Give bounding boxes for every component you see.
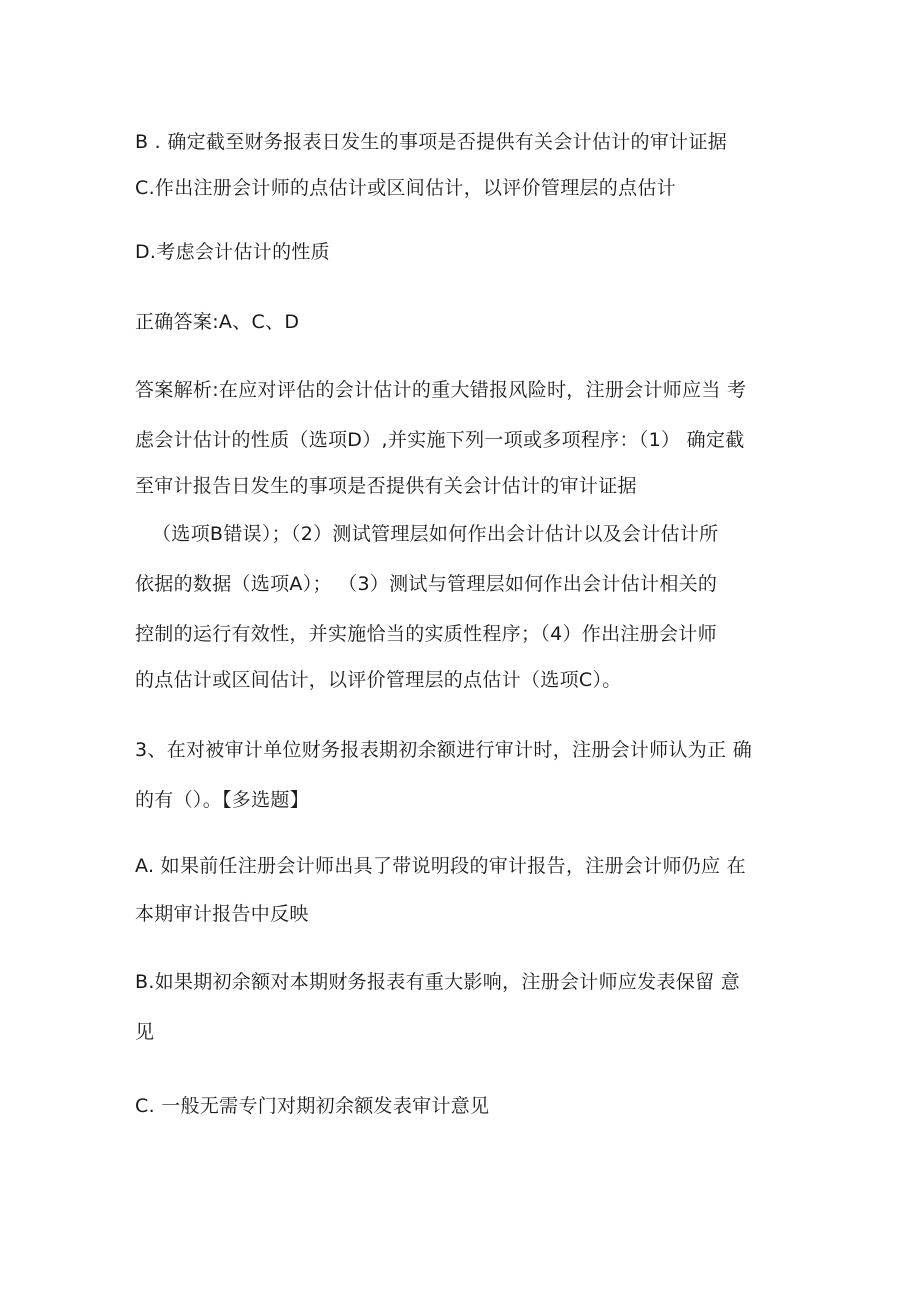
q2-option-b: B . 确定截至财务报表日发生的事项是否提供有关会计估计的审计证据 — [135, 131, 728, 153]
q2-analysis-line: 虑会计估计的性质（选项D）,并实施下列一项或多项程序：（1） 确定截 — [135, 429, 745, 451]
q3-option-b-line: 见 — [135, 1021, 155, 1043]
q3-option-a-line: 本期审计报告中反映 — [135, 903, 309, 925]
q3-option-a-line: A. 如果前任注册会计师出具了带说明段的审计报告，注册会计师仍应 在 — [135, 855, 746, 877]
q2-analysis-line: 的点估计或区间估计，以评价管理层的点估计（选项C）。 — [135, 669, 622, 691]
q2-analysis-line: 控制的运行有效性，并实施恰当的实质性程序；（4）作出注册会计师 — [135, 623, 717, 645]
q2-answer: 正确答案:A、C、D — [135, 311, 300, 333]
q3-option-b-line: B.如果期初余额对本期财务报表有重大影响，注册会计师应发表保留 意 — [135, 971, 741, 993]
q2-analysis-line: 答案解析:在应对评估的会计估计的重大错报风险时，注册会计师应当 考 — [135, 379, 747, 401]
q2-analysis-line: 依据的数据（选项A）； （3）测试与管理层如何作出会计估计相关的 — [135, 573, 718, 595]
q2-option-d: D.考虑会计估计的性质 — [135, 241, 330, 263]
q3-option-c: C. 一般无需专门对期初余额发表审计意见 — [135, 1095, 490, 1117]
q2-analysis-line: 至审计报告日发生的事项是否提供有关会计估计的审计证据 — [135, 475, 637, 497]
q3-stem-line: 3、在对被审计单位财务报表期初余额进行审计时，注册会计师认为正 确 — [135, 739, 753, 761]
q2-analysis-line: （选项B错误）；（2）测试管理层如何作出会计估计以及会计估计所 — [152, 523, 719, 545]
q3-stem-line: 的有（）。【多选题】 — [135, 789, 310, 811]
q2-option-c: C.作出注册会计师的点估计或区间估计，以评价管理层的点估计 — [135, 177, 677, 199]
